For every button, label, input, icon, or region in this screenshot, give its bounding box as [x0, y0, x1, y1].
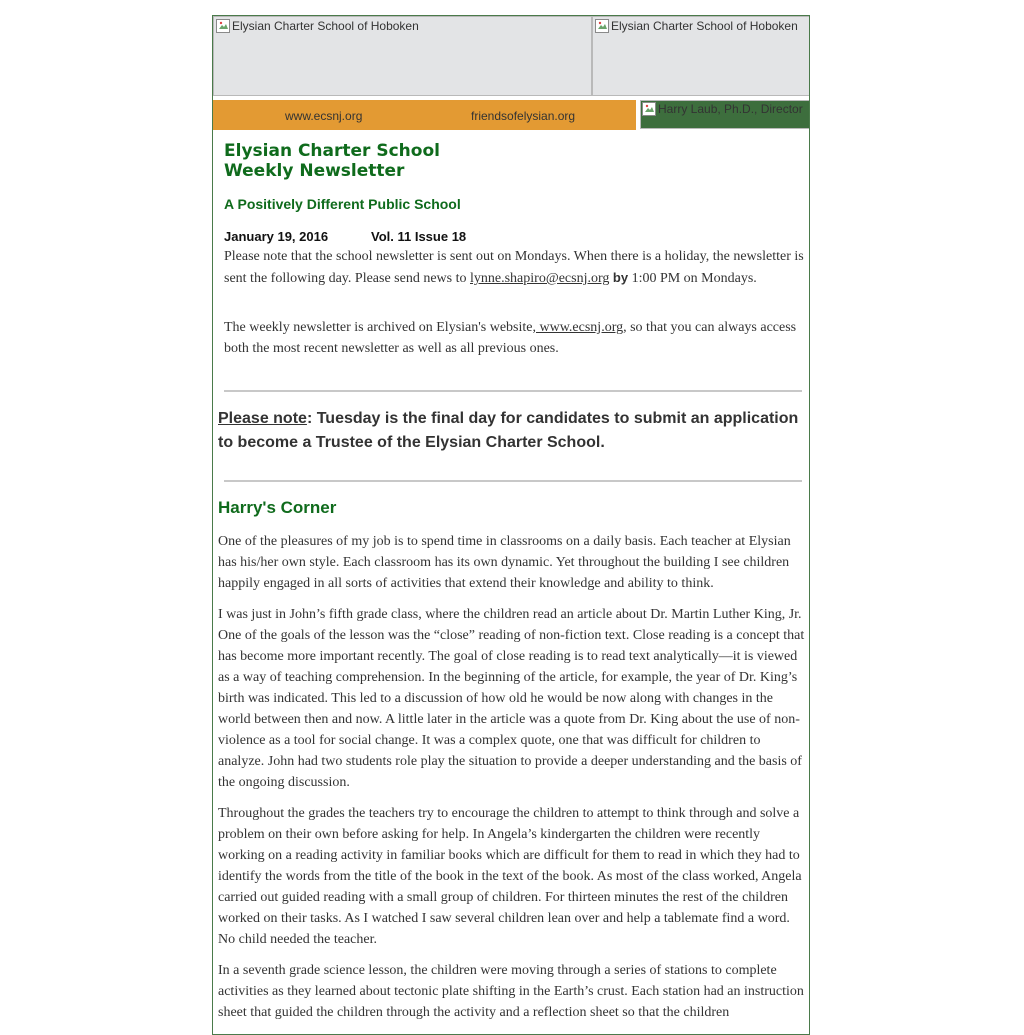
- article-paragraph: One of the pleasures of my job is to spend time in classrooms on a daily basis. Each teacher at Elysian has his/her own style. Each classroom has its own dynamic. Yet throughout the building I see children happily engaged in all sorts of activities that extend their knowledge and ability to think.: [218, 534, 791, 591]
- newsletter-container: [212, 15, 810, 1035]
- archive-text-end: , so that you can always access both the most recent newsletter as well as all previous ones.: [224, 320, 797, 356]
- announcement-text: : Tuesday is the final day for candidates to submit an application to become a Trustee of the Elysian Charter School.: [218, 410, 799, 451]
- archive-website-link[interactable]: www.ecsnj.org: [536, 320, 624, 335]
- director-alt: Harry Laub, Ph.D., Director: [658, 102, 803, 116]
- issue-info: [224, 229, 467, 244]
- friends-of-elysian-link[interactable]: friendsofelysian.org: [471, 109, 576, 123]
- newsletter-title-line1: Elysian Charter School: [224, 141, 440, 161]
- broken-image-icon: [642, 102, 656, 116]
- note-by: by: [612, 270, 629, 285]
- school-banner-image: [213, 16, 592, 96]
- banner-left-alt: Elysian Charter School of Hoboken: [232, 19, 419, 33]
- newsletter-title-line2: Weekly Newsletter: [224, 161, 405, 181]
- archive-note: [224, 317, 804, 359]
- archive-text: The weekly newsletter is archived on Elysian's website,: [224, 320, 536, 335]
- note-text: Please note that the school newsletter is sent out on Mondays. When there is a holiday, the newsletter is sent the following day. Please send news to: [224, 249, 804, 286]
- trustee-announcement: [218, 407, 803, 455]
- issue-date: January 19, 2016: [224, 229, 329, 244]
- article-paragraph: I was just in John’s fifth grade class, where the children read an article about Dr. Martin Luther King, Jr. One of the goals of the lesson was the “close” reading of non-fiction text. Close reading is a concept that has become more important recently. The goal of close reading is to read text analytically—it is viewed as a way of teaching comprehension. In the beginning of the article, for example, the year of Dr. King’s birth was indicated. This led to a discussion of how old he would be now along with changes in the world between then and now. A little later in the article was a quote from Dr. King about the use of non-violence as a tool for social change. It was a complex quote, one that was difficult for children to analyze. John had two students role play the situation to provide a deeper understanding and the basis of the ongoing discussion.: [218, 607, 805, 790]
- article-paragraph: In a seventh grade science lesson, the children were moving through a series of stations to complete activities as they learned about tectonic plate shifting in the Earth’s crust. Each station had an instruction sheet that guided the children through the activity and a reflection sheet so that the children: [218, 963, 804, 1020]
- divider: [224, 390, 802, 392]
- banner-right-alt: Elysian Charter School of Hoboken: [611, 19, 798, 33]
- ecsnj-website-link[interactable]: www.ecsnj.org: [285, 109, 363, 123]
- harrys-corner-heading: Harry's Corner: [218, 498, 337, 517]
- submission-note: [224, 246, 804, 289]
- note-deadline: 1:00 PM on Mondays.: [628, 271, 757, 286]
- article-paragraph: Throughout the grades the teachers try to encourage the children to attempt to think through and solve a problem on their own before asking for help. In Angela’s kindergarten the children were recently working on a reading activity in familiar books which are difficult for them to read in which they had to identify the words from the title of the book in the text of the book. As most of the class worked, Angela carried out guided reading with a small group of children. For thirteen minutes the rest of the children worked on their tasks. As I watched I saw several children lean over and help a tablemate find a word. No child needed the teacher.: [218, 806, 802, 947]
- announcement-label: Please note: [218, 410, 307, 427]
- school-logo-image: [592, 16, 810, 96]
- divider: [224, 480, 802, 482]
- email-link[interactable]: lynne.shapiro@ecsnj.org: [470, 271, 610, 286]
- issue-volume: Vol. 11 Issue 18: [371, 229, 467, 244]
- tagline: A Positively Different Public School: [224, 196, 461, 212]
- director-image: [640, 100, 810, 129]
- broken-image-icon: [595, 19, 609, 33]
- links-bar: [213, 100, 636, 130]
- broken-image-icon: [216, 19, 230, 33]
